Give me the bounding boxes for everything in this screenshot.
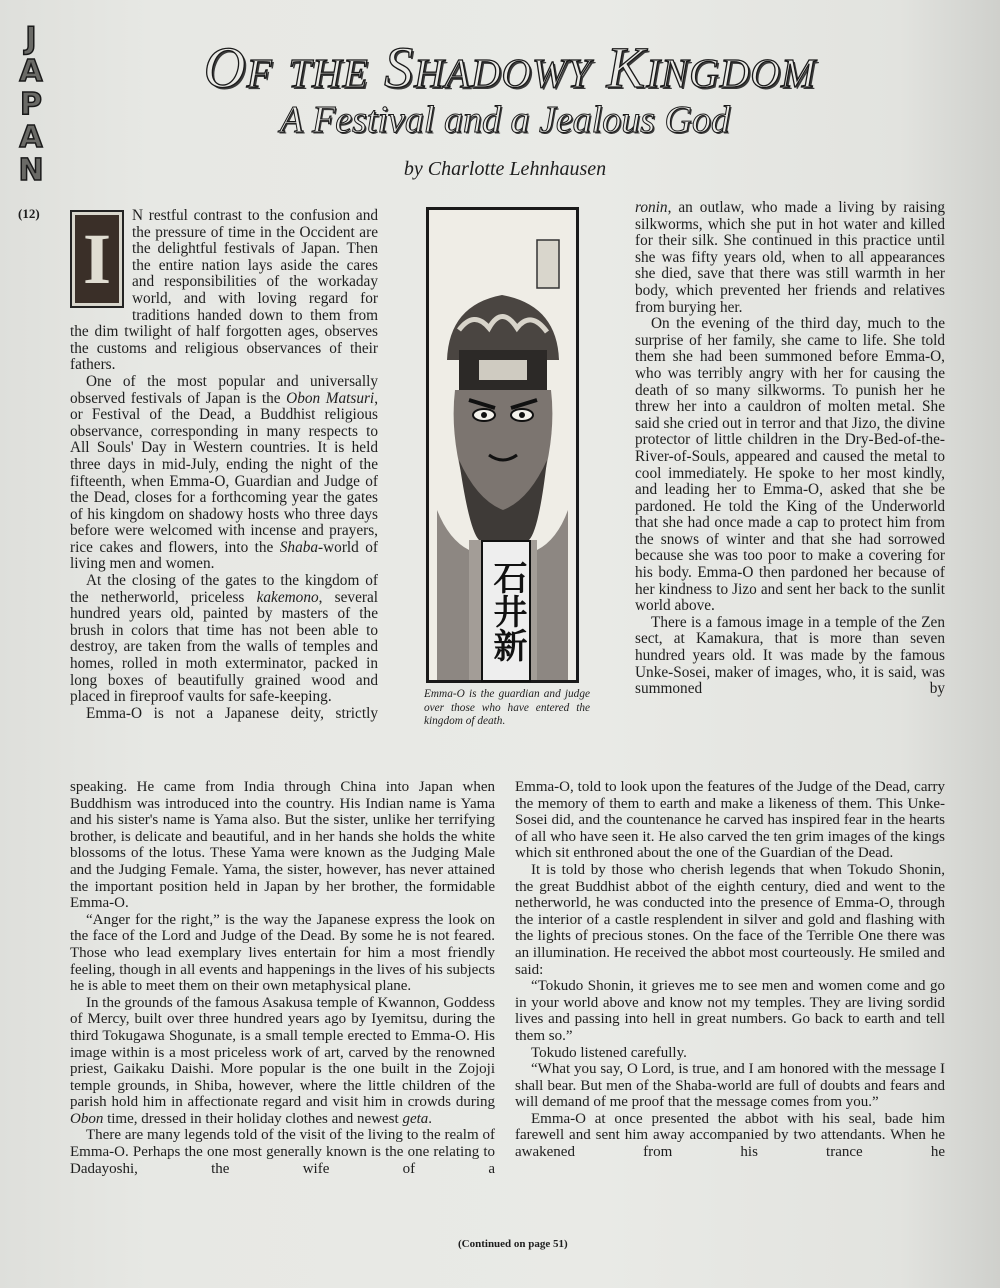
drop-cap [70, 210, 124, 308]
paragraph: Emma-O, told to look upon the features of the Judge of the Dead, carry the memory of them to earth and make a likeness of them. This Unke-Sosei did, and the countenance he carved has inspired fear in the hearts of all who have seen it. He also carved the ten grim images of the kings which sit enthroned about the one of the Guardian of the Dead. [515, 779, 945, 862]
continued-note: (Continued on page 51) [458, 1238, 568, 1250]
section-letter: A [19, 120, 43, 155]
paragraph: “Anger for the right,” is the way the Japanese express the look on the face of the Lord and Judge of the Dead. By some he is not feared. Those who lead exemplary lives entertain for him a most friendly feeling, though in all events and happenings in the lives of his subjects he is able to meet them on their own metaphysical plane. [70, 911, 495, 995]
column-right-upper [635, 200, 945, 698]
byline: by Charlotte Lehnhausen [403, 158, 607, 180]
illustration-caption: Emma-O is the guardian and judge over those who have entered the kingdom of death. [424, 688, 590, 727]
section-letter: N [18, 153, 44, 188]
column-left-upper [70, 208, 378, 722]
paragraph: “What you say, O Lord, is true, and I am honored with the message I shall bear. But men of the Shaba-world are full of doubts and fears and will demand of me proof that the message comes from you.” [515, 1061, 945, 1111]
paragraph: ronin, an outlaw, who made a living by raising silkworms, which she put in hot water and killed for their silk. She continued in this practice until she was fifty years old, when to all appearances she died, save that there was still warmth in her body, which prevented her friends and relatives from burying her. [635, 199, 945, 316]
column-left-lower [70, 779, 495, 1177]
section-letter: J [25, 21, 37, 56]
section-letter: A [19, 54, 43, 89]
paragraph: On the evening of the third day, much to the surprise of her family, she came to life. She told them she had been summoned before Emma-O, who was terribly angry with her for causing the death of so many silkworms. To punish her he threw her into a cauldron of molten metal. She said she cried out in terror and that Jizo, the divine protector of little children in the Dry-Bed-of-the-River-of-Souls, appeared and caused the metal to cool immediately. He spoke to her most kindly, and leading her to Emma-O, asked that she be pardoned. He told the King of the Underworld that she had once made a cap to protect him from the snows of winter and that she had sorrowed because she was too poor to make a covering for his body. Emma-O then pardoned her because of her kindness to Jizo and sent her back to the sunlit world above. [635, 315, 945, 615]
kanji-label: 石井新 [481, 540, 531, 682]
paragraph [70, 208, 378, 374]
page-number: (12) [18, 206, 40, 221]
paragraph: One of the most popular and universally observed festivals of Japan is the Obon Matsuri, or Festival of the Dead, a Buddhist religious observance, corresponding in many respects to All Souls' Day in Western countries. It is held three days in mid-July, ending the night of the fifteenth, when Emma-O, Guardian and Judge of the Dead, closes for a forthcoming year the gates of his kingdom on shadowy hosts who three days before were welcomed with incense and prayers, rice cakes and flowers, into the Shaba-world of living men and women. [70, 372, 379, 573]
drop-cap-letter: I [82, 219, 112, 299]
paragraph: Tokudo listened carefully. [531, 1044, 687, 1061]
paragraph: At the closing of the gates to the kingdom of the netherworld, priceless kakemono, several hundred years old, painted by masters of the brush in colors that time has not been able to destroy, are taken from the walls of temples and homes, rolled in moth exterminator, packed in long boxes of beautifully grained wood and placed in fireproof vaults for safe-keeping. [70, 572, 378, 706]
paragraph: Emma-O is not a Japanese deity, strictly [86, 704, 378, 722]
paragraph: “Tokudo Shonin, it grieves me to see men and women come and go in your world above and know not my temples. They are living sordid lives and passing into hell in great numbers. Go back to earth and tell them so.” [515, 978, 945, 1044]
article-subtitle: A Festival and a Jealous God [280, 99, 730, 141]
paragraph: In the grounds of the famous Asakusa temple of Kwannon, Goddess of Mercy, built over three hundred years ago by Iyemitsu, during the third Tokugawa Shogunate, is a small temple erected to Emma-O. His image within is a most priceless work of art, carved by the renowned priest, Gaikaku Daishi. More popular is the one built in the Zojoji temple grounds, in Shiba, however, where the little children of the parish hold him in affectionate regard and visit him in crowds during Obon time, dressed in their holiday clothes and newest geta. [70, 994, 495, 1127]
paragraph: There are many legends told of the visit of the living to the realm of Emma-O. Perhaps the one most generally known is the one relating to Dadayoshi, the wife of a [70, 1127, 495, 1177]
emma-o-illustration [426, 207, 579, 683]
paragraph-text: N restful contrast to the confusion and the pressure of time in the Occident are the delightful festivals of Japan. Then the entire nation lays aside the cares and responsibilities of the workaday world, and with loving regard for traditions handed down to them from the dim twilight of half forgotten ages, observes the customs and religious observances of their fathers. [70, 207, 378, 374]
paragraph: speaking. He came from India through China into Japan when Buddhism was introduced into the country. His Indian name is Yama and his sister's name is Yama also. But the sister, unlike her terrifying brother, is delicate and beautiful, and in her hands she holds the white blossoms of the lotus. These Yama were known as the Judging Male and the Judging Female. Yama, the sister, however, has never attained the important position held in Japan by her brother, the formidable Emma-O. [70, 779, 495, 912]
article-title: Of the Shadowy Kingdom [203, 35, 817, 100]
paragraph: It is told by those who cherish legends that when Tokudo Shonin, the great Buddhist abbot of the eighth century, died and went to the netherworld, he was conducted into the presence of Emma-O, through the interior of a castle resplendent in silver and gold and flashing with the lights of precious stones. On the face of the Terrible One there was an illumination. He received the abbot most courteously. He smiled and said: [515, 861, 945, 978]
paragraph: Emma-O at once presented the abbot with his seal, bade him farewell and sent him away accompanied by two attendants. When he awakened from his trance he [515, 1110, 945, 1161]
column-right-lower [515, 779, 945, 1161]
paragraph: There is a famous image in a temple of the Zen sect, at Kamakura, that is more than seven hundred years old. It was made by the famous Unke-Sosei, maker of images, who, it is said, was summoned by [635, 613, 945, 698]
section-letter: P [20, 87, 42, 122]
